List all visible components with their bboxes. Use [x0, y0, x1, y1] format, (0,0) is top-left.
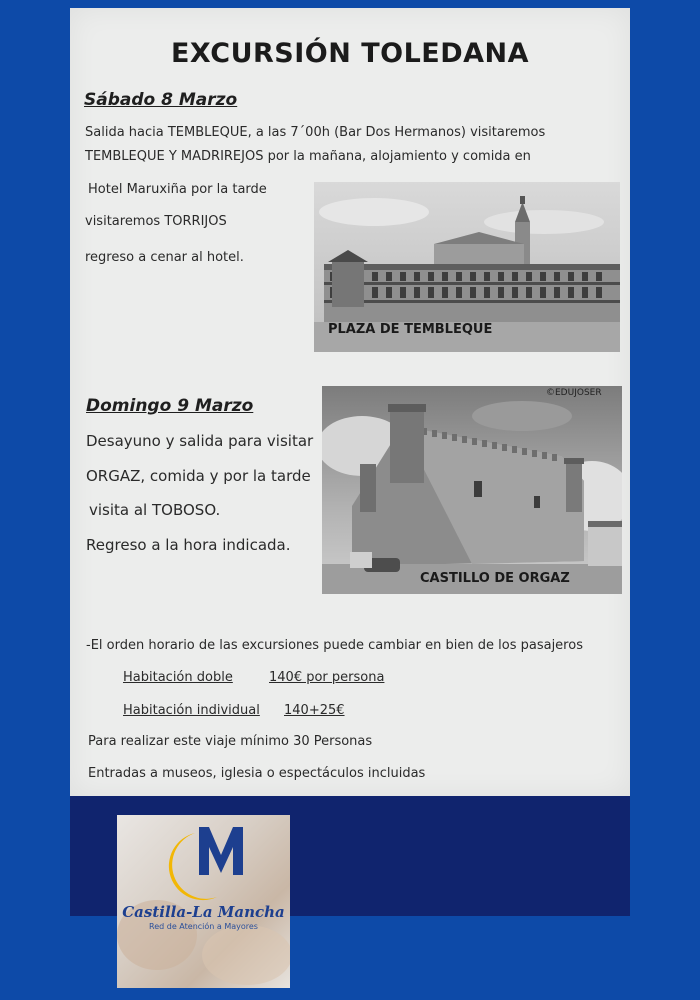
- entries-note: Entradas a museos, iglesia o espectáculos incluidas: [88, 766, 426, 781]
- saturday-date: Sábado 8 Marzo: [84, 90, 238, 110]
- plaza-caption: PLAZA DE TEMBLEQUE: [328, 322, 493, 337]
- flyer-title: EXCURSIÓN TOLEDANA: [170, 38, 530, 69]
- castle-caption: CASTILLO DE ORGAZ: [420, 571, 570, 586]
- saturday-line-5: regreso a cenar al hotel.: [85, 250, 244, 265]
- logo-name: Castilla-La Mancha: [122, 903, 285, 921]
- sunday-line-4: Regreso a la hora indicada.: [86, 536, 291, 554]
- photo-credit: ©EDUJOSER: [546, 388, 602, 398]
- sunday-line-1: Desayuno y salida para visitar: [86, 432, 314, 450]
- single-room-price: 140+25€: [284, 703, 345, 718]
- minimum-note: Para realizar este viaje mínimo 30 Personas: [88, 734, 373, 749]
- sunday-line-3: visita al TOBOSO.: [89, 501, 221, 519]
- castilla-la-mancha-logo: [117, 815, 290, 988]
- saturday-line-2: TEMBLEQUE Y MADRIREJOS por la mañana, alojamiento y comida en: [85, 149, 531, 164]
- saturday-line-4: visitaremos TORRIJOS: [85, 214, 227, 229]
- logo-subtitle: Red de Atención a Mayores: [149, 922, 258, 931]
- double-room-label: Habitación doble: [123, 670, 233, 685]
- sunday-line-2: ORGAZ, comida y por la tarde: [86, 467, 311, 485]
- saturday-line-1: Salida hacia TEMBLEQUE, a las 7´00h (Bar Dos Hermanos) visitaremos: [85, 125, 546, 140]
- single-room-label: Habitación individual: [123, 703, 260, 718]
- saturday-line-3: Hotel Maruxiña por la tarde: [88, 182, 267, 197]
- sunday-date: Domingo 9 Marzo: [86, 396, 254, 416]
- castillo-orgaz-photo: [322, 386, 622, 594]
- logo-mark-icon: [117, 815, 290, 988]
- schedule-note: -El orden horario de las excursiones puede cambiar en bien de los pasajeros: [86, 638, 583, 653]
- flyer-paper: [70, 8, 630, 796]
- double-room-price: 140€ por persona: [269, 670, 385, 685]
